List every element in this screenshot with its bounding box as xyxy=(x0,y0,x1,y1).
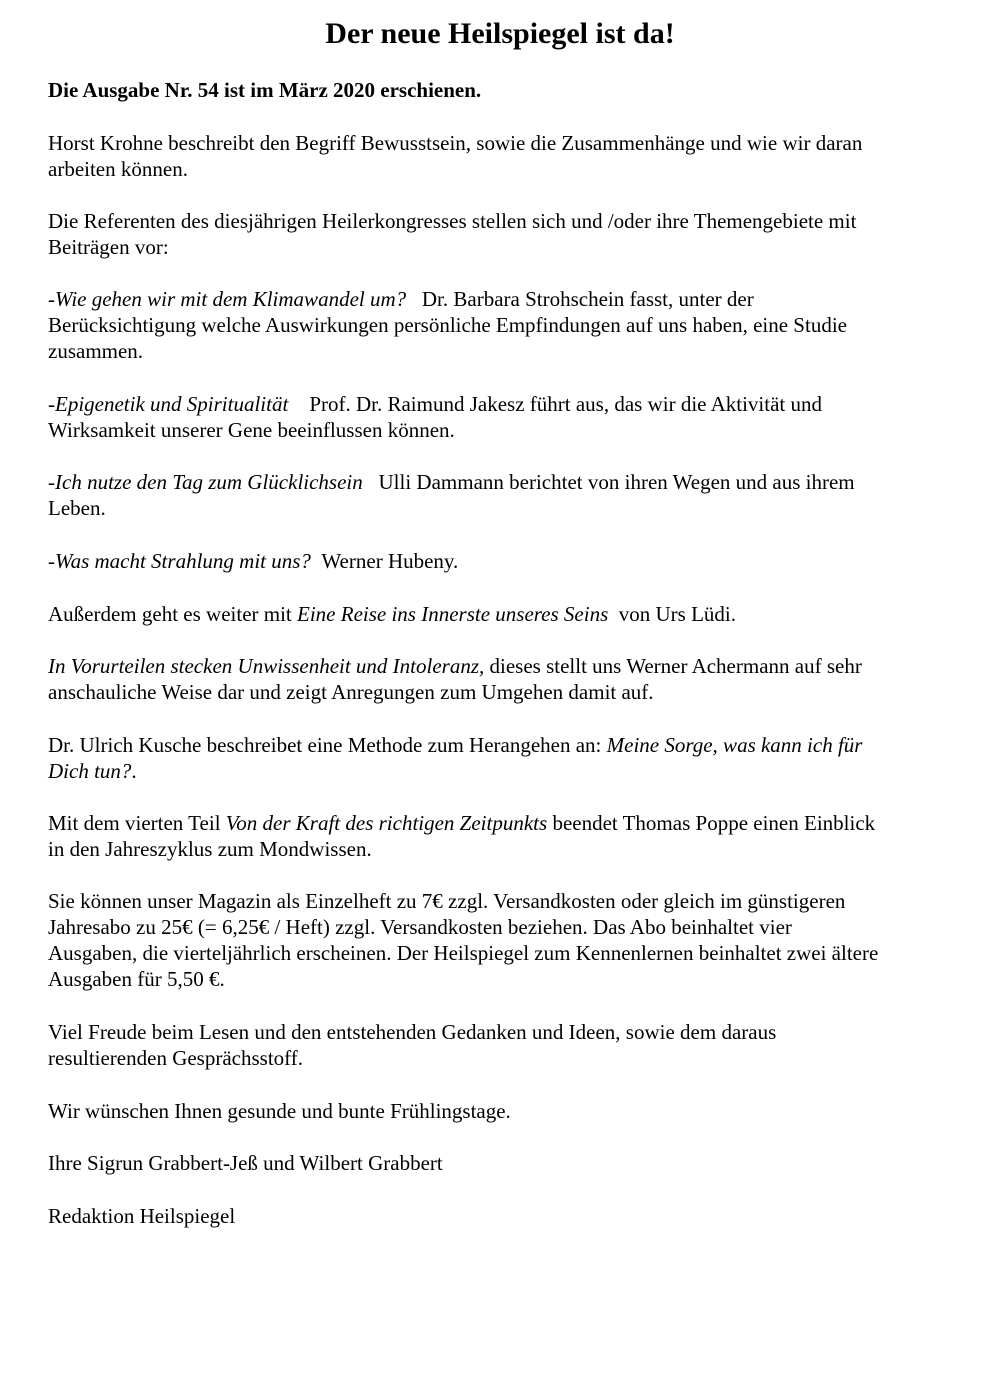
text-line: Ulli Dammann berichtet von ihren Wegen und aus ihrem xyxy=(378,470,855,494)
list-dash: - xyxy=(48,549,55,573)
text-line: Werner Hubeny. xyxy=(321,549,459,573)
paragraph-vorurteile xyxy=(48,653,958,705)
article-title: Wie gehen wir mit dem Klimawandel um? xyxy=(55,287,407,311)
text-line: anschauliche Weise dar und zeigt Anregungen zum Umgehen damit auf. xyxy=(48,680,654,704)
article-title: Von der Kraft des richtigen Zeitpunkts xyxy=(225,811,548,835)
paragraph-preise xyxy=(48,888,958,992)
text-line: Ausgaben für 5,50 €. xyxy=(48,967,225,991)
article-title: Eine Reise ins Innerste unseres Seins xyxy=(297,602,609,626)
text-line: Berücksichtigung welche Auswirkungen persönliche Empfindungen auf uns haben, eine Studie xyxy=(48,313,847,337)
signature-redaktion: Redaktion Heilspiegel xyxy=(48,1204,236,1228)
article-title: Epigenetik und Spiritualität xyxy=(55,392,289,416)
paragraph-gluecklichsein xyxy=(48,469,958,521)
text-line: Mit dem vierten Teil xyxy=(48,811,221,835)
text-line: Sie können unser Magazin als Einzelheft zu 7€ zzgl. Versandkosten oder gleich im günstigeren xyxy=(48,889,846,913)
text-line: Beiträgen vor: xyxy=(48,235,169,259)
text-line: in den Jahreszyklus zum Mondwissen. xyxy=(48,837,372,861)
text-line: von Urs Lüdi. xyxy=(618,602,737,626)
paragraph-wuensche: Wir wünschen Ihnen gesunde und bunte Frühlingstage. xyxy=(48,1099,511,1123)
paragraph-kusche xyxy=(48,732,958,784)
list-dash: - xyxy=(48,470,55,494)
page-title: Der neue Heilspiegel ist da! xyxy=(325,17,675,50)
paragraph-strahlung xyxy=(48,548,958,574)
article-title: Was macht Strahlung mit uns? xyxy=(55,549,311,573)
text-line: Horst Krohne beschreibt den Begriff Bewusstsein, sowie die Zusammenhänge und wie wir daran xyxy=(48,131,863,155)
paragraph-poppe xyxy=(48,810,958,862)
text-line: beendet Thomas Poppe einen Einblick xyxy=(552,811,876,835)
text-line: Dr. Barbara Strohschein fasst, unter der xyxy=(421,287,754,311)
text-line: Außerdem geht es weiter mit xyxy=(48,602,292,626)
article-title: Dich tun? xyxy=(48,759,132,783)
issue-subtitle: Die Ausgabe Nr. 54 ist im März 2020 erschienen. xyxy=(48,78,482,102)
text-line: resultierenden Gesprächsstoff. xyxy=(48,1046,304,1070)
paragraph-freude xyxy=(48,1019,958,1071)
paragraph-referenten xyxy=(48,208,958,260)
paragraph-epigenetik xyxy=(48,391,958,443)
text-line: Jahresabo zu 25€ (= 6,25€ / Heft) zzgl. Versandkosten beziehen. Das Abo beinhaltet vier xyxy=(48,915,792,939)
text-line: zusammen. xyxy=(48,339,144,363)
paragraph-klimawandel xyxy=(48,286,958,364)
text-line: Wirksamkeit unserer Gene beeinflussen können. xyxy=(48,418,455,442)
text-line: Dr. Ulrich Kusche beschreibet eine Methode zum Herangehen an: xyxy=(48,733,602,757)
article-title: Ich nutze den Tag zum Glücklichsein xyxy=(55,470,363,494)
text-line: arbeiten können. xyxy=(48,157,188,181)
signature-names: Ihre Sigrun Grabbert-Jeß und Wilbert Grabbert xyxy=(48,1151,443,1175)
text-line: Ausgaben, die vierteljährlich erscheinen. Der Heilspiegel zum Kennenlernen beinhaltet zwei ältere xyxy=(48,941,879,965)
list-dash: - xyxy=(48,287,55,311)
text-line: Viel Freude beim Lesen und den entstehenden Gedanken und Ideen, sowie dem daraus xyxy=(48,1020,777,1044)
article-title: Meine Sorge, was kann ich für xyxy=(606,733,863,757)
article-title: In Vorurteilen stecken Unwissenheit und Intoleranz, xyxy=(48,654,485,678)
text-line: Die Referenten des diesjährigen Heilerkongresses stellen sich und /oder ihre Themengebiete mit xyxy=(48,209,857,233)
paragraph-reise xyxy=(48,601,958,627)
text-line: Leben. xyxy=(48,496,106,520)
text-line: . xyxy=(131,759,137,783)
text-line: dieses stellt uns Werner Achermann auf sehr xyxy=(489,654,862,678)
text-line: Prof. Dr. Raimund Jakesz führt aus, das wir die Aktivität und xyxy=(309,392,822,416)
paragraph-krohne xyxy=(48,130,958,182)
list-dash: - xyxy=(48,392,55,416)
